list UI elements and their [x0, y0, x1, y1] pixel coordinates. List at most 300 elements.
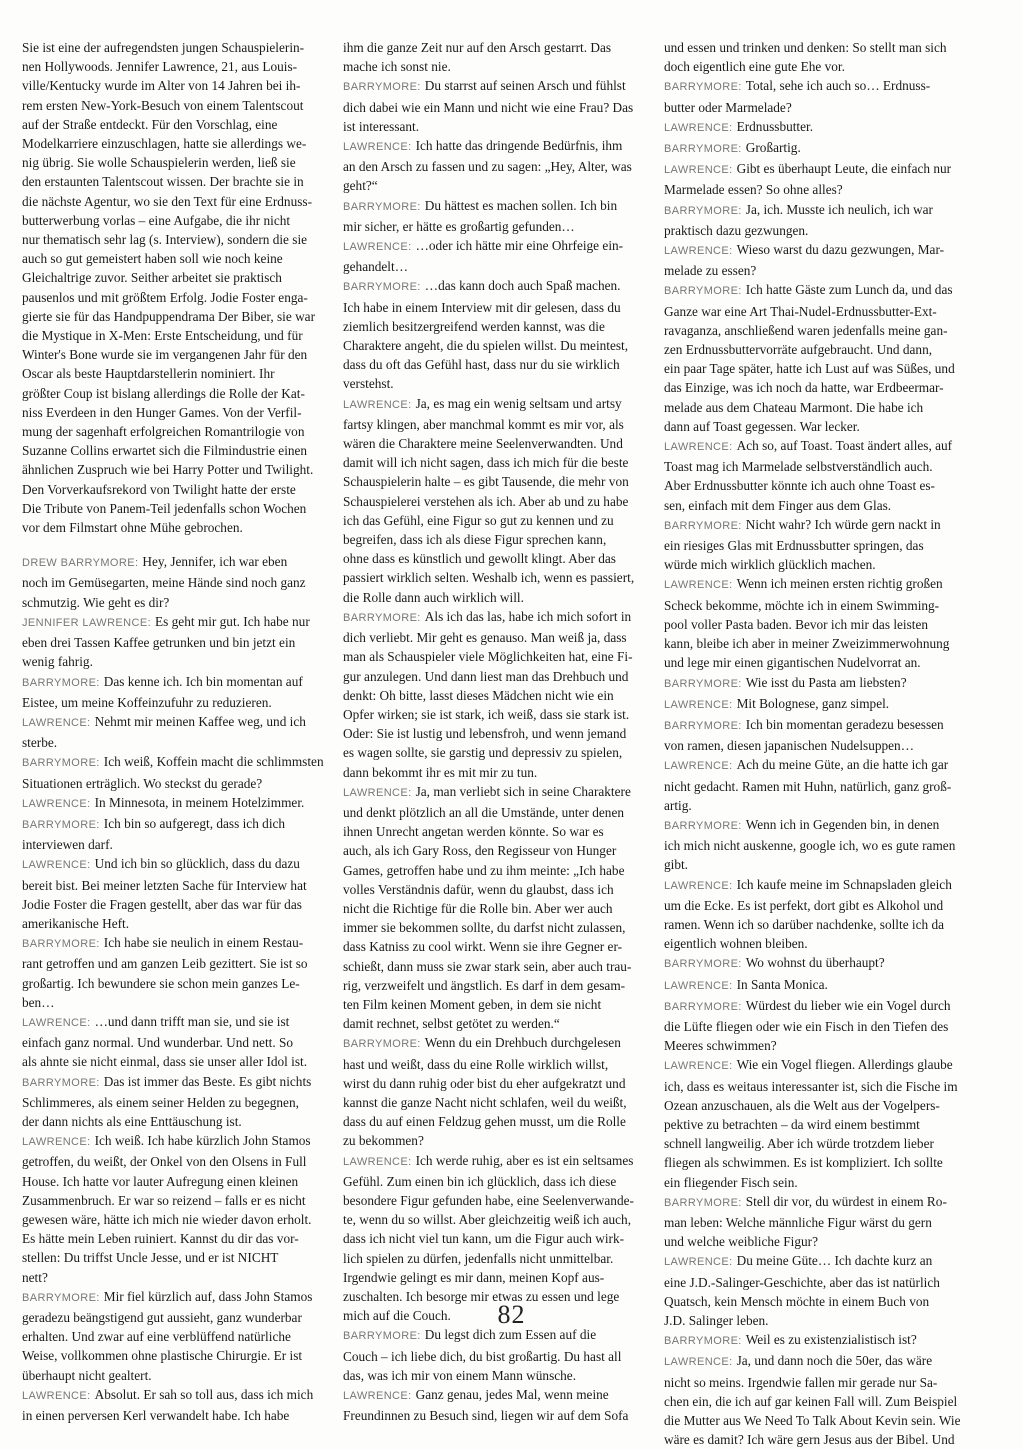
text-line: [664, 417, 964, 436]
text-line: [343, 98, 643, 117]
line-text: großartig. Ich bewundere sie schon mein ganzes Le-: [22, 975, 300, 991]
line-text: Schauspielerei verstehen als ich. Aber ab und zu habe: [343, 493, 629, 509]
line-text: te, wenn du so willst. Aber gleichzeitig weiß ich auch,: [343, 1212, 632, 1228]
line-text: eigentlich wohnen bleiben.: [664, 936, 808, 952]
text-line: [343, 549, 643, 568]
text-line: [343, 38, 643, 57]
text-line: [343, 1033, 643, 1054]
speaker-label: LAWRENCE:: [22, 859, 91, 872]
line-text: wirst du dann ruhig oder bist du eher aufgekratzt und: [343, 1075, 626, 1091]
text-line: [664, 1153, 964, 1172]
speaker-label: LAWRENCE:: [664, 879, 733, 892]
line-text: Absolut. Er sah so toll aus, dass ich mich: [94, 1386, 314, 1402]
line-text: Schlimmeres, als einem seiner Helden zu begegnen,: [22, 1094, 299, 1110]
text-line: [343, 276, 643, 297]
line-text: Und ich bin so glücklich, dass du dazu: [94, 856, 300, 872]
intro-line: nig übrig. Sie wolle Schauspielerin werden, ließ sie: [22, 155, 296, 171]
line-text: ihnen Unrecht angetan werden könnte. So war es: [343, 824, 604, 840]
line-text: denkt: Oh bitte, lasst dieses Mädchen nicht wie ein: [343, 687, 614, 703]
line-text: Schauspielerin halte – es gibt Tausende, die mehr von: [343, 474, 629, 490]
speaker-label: LAWRENCE:: [664, 245, 733, 258]
text-line: [343, 1131, 643, 1150]
text-line: [343, 803, 643, 822]
speaker-label: BARRYMORE:: [664, 1196, 742, 1209]
line-text: dann auf Toast gegessen. War lecker.: [664, 418, 860, 434]
line-text: Gibt es überhaupt Leute, die einfach nur: [736, 161, 952, 177]
text-line: [343, 196, 643, 217]
line-text: zuschalten. Ich besorge mir etwas zu essen und lege: [343, 1289, 620, 1304]
intro-line: ville/Kentucky wurde im Alter von 14 Jahren bei ih-: [22, 78, 301, 94]
text-line: [343, 1074, 643, 1093]
line-text: wäre es damit? Ich wäre gern Jesus aus der Bibel. Und: [664, 1432, 955, 1448]
text-line: [664, 715, 964, 736]
line-text: einfach ganz normal. Und wunderbar. Und nett. So: [22, 1035, 294, 1051]
line-text: rant getroffen und am ganzen Leib gezittert. Sie ist so: [22, 956, 308, 972]
text-line: [343, 686, 643, 705]
speaker-label: LAWRENCE:: [22, 1016, 91, 1029]
line-text: Ich bin momentan geradezu besessen: [745, 716, 944, 732]
text-line: [664, 457, 964, 476]
text-line: [664, 536, 964, 555]
page-number: 82: [497, 1300, 526, 1329]
interview-text-col-2: [343, 38, 643, 1425]
text-line: [22, 876, 328, 895]
line-text: dass Katniss zu cool wirkt. Wenn sie ihre Gegner er-: [343, 939, 623, 955]
line-text: Du legst dich zum Essen auf die: [424, 1327, 597, 1343]
speaker-label: LAWRENCE:: [343, 1155, 412, 1168]
line-text: Ich bin so aufgeregt, dass ich dich: [103, 815, 286, 831]
intro-line: butterwerbung vorlas – eine Aufgabe, die ihr nicht: [22, 212, 291, 228]
line-text: und welche weibliche Figur?: [664, 1234, 818, 1250]
line-text: wären die Charaktere meine Seelenverwandten. Und: [343, 436, 623, 452]
text-line: [343, 1151, 643, 1172]
line-text: überhaupt nicht gealtert.: [22, 1367, 152, 1383]
line-text: Ach so, auf Toast. Toast ändert alles, auf: [736, 438, 953, 454]
line-text: Wie isst du Pasta am liebsten?: [745, 674, 907, 690]
line-text: Ich hatte Gäste zum Lunch da, und das: [745, 282, 953, 298]
text-line: [22, 854, 328, 875]
text-line: [343, 841, 643, 860]
line-text: Würdest du lieber wie ein Vogel durch: [745, 997, 951, 1013]
line-text: ohne dass es künstlich und gewollt klingt. Aber das: [343, 551, 616, 567]
text-line: [343, 157, 643, 176]
text-line: [343, 1366, 643, 1385]
line-text: ramen. Wenn ich so darüber nachdenke, sollte ich da: [664, 916, 945, 932]
speaker-label: BARRYMORE:: [343, 1330, 421, 1343]
line-text: Ich hatte das dringende Bedürfnis, ihm: [415, 138, 623, 154]
text-line: [343, 394, 643, 415]
line-text: stellen: Du triffst Uncle Jesse, und er ist NICHT: [22, 1250, 279, 1266]
text-line: [22, 1268, 328, 1287]
text-line: [664, 574, 964, 595]
text-line: [343, 298, 643, 317]
text-line: [22, 712, 328, 733]
line-text: Ja, es mag ein wenig seltsam und artsy: [415, 395, 622, 411]
line-text: pektive zu betrachten – da wird einem bestimmt: [664, 1116, 920, 1132]
text-line: [664, 1430, 964, 1449]
text-line: [664, 953, 964, 974]
line-text: Es geht mir gut. Ich habe nur: [155, 613, 310, 629]
speaker-label: BARRYMORE:: [664, 1335, 742, 1348]
text-line: [664, 975, 964, 996]
line-text: Ozean anzuschauen, als die Welt aus der Vogelpers-: [664, 1097, 940, 1113]
text-line: [22, 652, 328, 671]
line-text: dass du oft das Gefühl hast, dass nur du sie wirklich: [343, 357, 620, 373]
line-text: Großartig.: [745, 140, 801, 156]
text-line: [664, 653, 964, 672]
text-line: [22, 693, 328, 712]
line-text: Marmelade essen? So ohne alles?: [664, 182, 843, 198]
text-line: [343, 1191, 643, 1210]
line-text: die Mutter aus We Need To Talk About Kevin sein. Wie: [664, 1413, 961, 1429]
speaker-label: BARRYMORE:: [22, 818, 100, 831]
line-text: artig.: [664, 797, 692, 813]
speaker-label: BARRYMORE:: [343, 81, 421, 94]
speaker-label: BARRYMORE:: [22, 757, 100, 770]
intro-line: gierte sie für das Handpuppendrama Der Biber, sie war: [22, 308, 315, 324]
line-text: Stell dir vor, du würdest in einem Ro-: [745, 1193, 947, 1209]
line-text: ten Film keinen Moment geben, in dem sie nicht: [343, 996, 602, 1012]
text-line: [664, 302, 964, 321]
line-text: ich mich nicht auskenne, google ich, wo es gute ramen: [664, 838, 956, 854]
speaker-label: BARRYMORE:: [664, 204, 742, 217]
text-line: [664, 815, 964, 836]
line-text: Aber Erdnussbutter könnte ich auch ohne Toast es-: [664, 478, 935, 494]
line-text: Wenn du ein Drehbuch durchgelesen: [424, 1035, 621, 1051]
line-text: die Lüfte fliegen oder wie ein Fisch in den Tiefen des: [664, 1018, 949, 1034]
line-text: Charaktere angeht, die du spielen willst. Du meintest,: [343, 338, 629, 354]
line-text: Ich habe sie neulich in einem Restau-: [103, 935, 304, 951]
intro-line: die Mystique in X-Men: Erste Entscheidung, und für: [22, 328, 303, 344]
text-line: [343, 76, 643, 97]
text-line: [664, 280, 964, 301]
speaker-label: BARRYMORE:: [22, 938, 100, 951]
text-line: [664, 755, 964, 776]
line-text: Ich werde ruhig, aber es ist ein seltsames: [415, 1152, 634, 1168]
text-line: [343, 995, 643, 1014]
line-text: kannst die ganze Nacht nicht schlafen, weil du weißt,: [343, 1094, 627, 1110]
line-text: hast und weißt, dass du eine Rolle wirklich willst,: [343, 1056, 609, 1072]
text-line: [664, 1173, 964, 1192]
text-line: [22, 1052, 328, 1071]
text-line: [664, 117, 964, 138]
speaker-label: BARRYMORE:: [664, 1000, 742, 1013]
text-line: [343, 1014, 643, 1033]
speaker-label: BARRYMORE:: [22, 1291, 100, 1304]
text-line: [343, 57, 643, 76]
line-text: gewesen wäre, hätte ich mich nie wieder davon erholt.: [22, 1211, 312, 1227]
text-line: [664, 98, 964, 117]
line-text: Oder: Sie ist lustig und lebensfroh, und wenn jemand: [343, 726, 627, 742]
line-text: getroffen, du weißt, der Onkel von den Olsens in Full: [22, 1154, 307, 1170]
speaker-label: LAWRENCE:: [664, 1256, 733, 1269]
speaker-label: BARRYMORE:: [664, 677, 742, 690]
line-text: Nicht wahr? Ich würde gern nackt in: [745, 516, 941, 532]
text-line: [664, 1330, 964, 1351]
text-line: [664, 340, 964, 359]
line-text: ich, dass es weitaus interessanter ist, sich die Fische im: [664, 1078, 958, 1094]
text-line: [343, 822, 643, 841]
text-line: [664, 836, 964, 855]
line-text: begreifen, dass ich als diese Figur sprechen kann,: [343, 532, 607, 548]
text-line: [343, 117, 643, 136]
text-line: [664, 261, 964, 280]
text-line: [343, 743, 643, 762]
line-text: ziemlich besitzergreifend werden kannst, was die: [343, 318, 605, 334]
speaker-label: LAWRENCE:: [343, 141, 412, 154]
text-line: [664, 138, 964, 159]
speaker-label: LAWRENCE:: [664, 979, 733, 992]
text-line: [22, 914, 328, 933]
text-line: [664, 1192, 964, 1213]
text-line: [22, 752, 328, 773]
text-line: [22, 1072, 328, 1093]
text-line: [22, 1248, 328, 1267]
text-line: [343, 317, 643, 336]
line-text: mir sicher, er hätte es großartig gefunden…: [343, 218, 575, 234]
column-1: [22, 38, 328, 1425]
text-line: [664, 1232, 964, 1251]
text-line: [343, 472, 643, 491]
text-line: [22, 1406, 328, 1425]
line-text: mache ich sonst nie.: [343, 59, 451, 75]
line-text: dass ich nicht viel tun kann, um die Figur auch wirk-: [343, 1231, 625, 1247]
text-line: [343, 136, 643, 157]
text-line: [343, 1347, 643, 1366]
speaker-label: LAWRENCE:: [664, 1356, 733, 1369]
text-line: [22, 1229, 328, 1248]
text-line: [664, 934, 964, 953]
line-text: ein fliegender Fisch sein.: [664, 1174, 798, 1190]
text-line: [343, 1385, 643, 1406]
intro-line: rem ersten New-York-Besuch von einem Talentscout: [22, 97, 304, 113]
line-text: Toast mag ich Marmelade selbstverständlich auch.: [664, 459, 933, 475]
text-line: [664, 915, 964, 934]
text-line: [664, 555, 964, 574]
text-line: [22, 1366, 328, 1385]
speaker-label: LAWRENCE:: [343, 786, 412, 799]
text-line: [22, 993, 328, 1012]
line-text: bereit bist. Bei meiner letzten Sache für Interview hat: [22, 877, 307, 893]
line-text: Irgendwie gelingt es mir dann, meinen Kopf aus-: [343, 1269, 605, 1285]
text-line: [343, 415, 643, 434]
line-text: Ja, man verliebt sich in seine Charaktere: [415, 783, 631, 799]
text-line: [664, 1213, 964, 1232]
line-text: Das ist immer das Beste. Es gibt nichts: [103, 1073, 312, 1089]
line-text: Ganz genau, jedes Mal, wenn meine: [415, 1387, 609, 1403]
speaker-label: LAWRENCE:: [22, 1136, 91, 1149]
column-2: [343, 38, 643, 1425]
line-text: fliegen als schwimmen. Es ist kompliziert. Ich sollte: [664, 1155, 943, 1171]
intro-line: pausenlos und mit größtem Erfolg. Jodie Foster enga-: [22, 289, 308, 305]
text-line: [22, 1172, 328, 1191]
line-text: Ich weiß, Koffein macht die schlimmsten: [103, 754, 324, 770]
line-text: Eistee, um meine Koffeinzufuhr zu reduzieren.: [22, 694, 272, 710]
line-text: Games, getroffen habe und zu ihm meinte: „Ich habe: [343, 862, 625, 878]
text-line: [664, 378, 964, 397]
text-line: [664, 359, 964, 378]
text-line: [343, 899, 643, 918]
text-line: [664, 615, 964, 634]
line-text: Meeres schwimmen?: [664, 1038, 777, 1054]
speaker-label: BARRYMORE:: [343, 200, 421, 213]
line-text: Wenn ich meinen ersten richtig großen: [736, 576, 943, 592]
line-text: In Minnesota, in meinem Hotelzimmer.: [94, 794, 305, 810]
intro-line: nen Hollywoods. Jennifer Lawrence, 21, aus Louis-: [22, 59, 298, 75]
text-line: [343, 607, 643, 628]
text-line: [343, 374, 643, 393]
text-line: [343, 957, 643, 976]
text-line: [22, 1112, 328, 1131]
line-text: pool voller Pasta baden. Bevor ich mir das leisten: [664, 616, 929, 632]
line-text: J.D. Salinger leben.: [664, 1313, 769, 1328]
text-line: [343, 568, 643, 587]
text-line: [22, 1093, 328, 1112]
line-text: schießt, dann muss sie zwar stark sein, aber auch trau-: [343, 958, 632, 974]
line-text: damit rechnet, selbst getötet zu werden.“: [343, 1016, 560, 1032]
line-text: nett?: [22, 1269, 48, 1285]
line-text: geht?“: [343, 178, 378, 194]
line-text: Nehmt mir meinen Kaffee weg, und ich: [94, 713, 306, 729]
line-text: rig, verzweifelt und ängstlich. Es darf in dem gesam-: [343, 977, 626, 993]
line-text: amerikanische Heft.: [22, 915, 130, 931]
text-line: [343, 1229, 643, 1248]
line-text: Total, sehe ich auch so… Erdnuss-: [745, 78, 931, 94]
speaker-label: BARRYMORE:: [664, 819, 742, 832]
text-line: [664, 1036, 964, 1055]
line-text: erhalten. Und zwar auf eine verblüffend natürliche: [22, 1329, 291, 1345]
speaker-label: LAWRENCE:: [343, 241, 412, 254]
line-text: Freundinnen zu Besuch sind, liegen wir auf dem Sofa: [343, 1408, 629, 1424]
text-line: [343, 667, 643, 686]
line-text: butter oder Marmelade?: [664, 99, 792, 115]
intro-line: größter Coup ist bislang allerdings die Rolle der Kat-: [22, 385, 305, 401]
line-text: auch, als ich Gary Ross, den Regisseur von Hunger: [343, 843, 617, 859]
text-line: [664, 321, 964, 340]
intro-line: Suzanne Collins erwartet sich die Filmindustrie einen: [22, 443, 308, 459]
text-line: [22, 814, 328, 835]
text-line: [664, 398, 964, 417]
text-line: [22, 835, 328, 854]
text-line: [22, 1012, 328, 1033]
text-line: [664, 1273, 964, 1292]
speaker-label: BARRYMORE:: [22, 1076, 100, 1089]
text-line: [343, 1249, 643, 1268]
line-text: wenig fahrig.: [22, 654, 93, 670]
intro-paragraph: [22, 38, 328, 537]
line-text: Situationen erträglich. Wo steckst du gerade?: [22, 775, 263, 791]
text-line: [343, 355, 643, 374]
text-line: [22, 1346, 328, 1365]
line-text: Erdnussbutter.: [736, 118, 814, 134]
line-text: eben drei Tassen Kaffee getrunken und bin jetzt ein: [22, 635, 296, 651]
line-text: Ich kaufe meine im Schnapsladen gleich: [736, 876, 952, 892]
line-text: von ramen, diesen japanischen Nudelsuppen…: [664, 738, 914, 754]
text-line: [664, 875, 964, 896]
line-text: ihm die ganze Zeit nur auf den Arsch gestarrt. Das: [343, 40, 612, 55]
text-line: [22, 573, 328, 592]
speaker-label: LAWRENCE:: [22, 716, 91, 729]
text-line: [664, 855, 964, 874]
speaker-label: BARRYMORE:: [664, 719, 742, 732]
line-text: fartsy klingen, aber manchmal kommt es mir vor, als: [343, 416, 624, 432]
text-line: [664, 896, 964, 915]
text-line: [664, 159, 964, 180]
line-text: Das kenne ich. Ich bin momentan auf: [103, 673, 303, 689]
speaker-label: BARRYMORE:: [664, 81, 742, 94]
text-line: [343, 453, 643, 472]
intro-line: Die Tribute von Panem-Teil jedenfalls schon Wochen: [22, 500, 307, 516]
interview-text-col-3: [664, 38, 964, 1449]
text-line: [22, 895, 328, 914]
line-text: sen, einfach mit dem Finger aus dem Glas.: [664, 497, 892, 513]
line-text: ich das Gefühl, eine Figur so gut zu kennen und zu: [343, 512, 614, 528]
text-line: [664, 76, 964, 97]
text-line: [664, 1017, 964, 1036]
text-line: [343, 918, 643, 937]
line-text: besondere Figur gefunden habe, eine Seelenverwande-: [343, 1192, 634, 1208]
line-text: Ach du meine Güte, an die hatte ich gar: [736, 757, 949, 773]
speaker-label: BARRYMORE:: [664, 285, 742, 298]
line-text: eine J.D.-Salinger-Geschichte, aber das ist natürlich: [664, 1274, 940, 1290]
line-text: passiert wirklich selten. Weshalb ich, wenn es passiert,: [343, 570, 635, 586]
line-text: melade zu essen?: [664, 263, 757, 279]
line-text: dass du auf einen Feldzug gehen musst, um die Rolle: [343, 1114, 626, 1130]
text-line: [22, 954, 328, 973]
text-line: [22, 672, 328, 693]
intro-line: vor dem Filmstart ohne Mühe gebrochen.: [22, 520, 243, 536]
line-text: nicht so meins. Irgendwie fallen mir gerade nur Sa-: [664, 1374, 938, 1390]
text-line: [343, 336, 643, 355]
line-text: gibt.: [664, 857, 689, 873]
line-text: in einen perversen Kerl verwandelt habe. Ich habe: [22, 1408, 290, 1424]
line-text: verstehst.: [343, 376, 394, 392]
speaker-label: BARRYMORE:: [664, 143, 742, 156]
line-text: es wagen sollte, sie garstig und depressiv zu spielen,: [343, 745, 623, 761]
interview-text-col-1: [22, 552, 328, 1425]
line-text: ein paar Tage später, hatte ich Lust auf was Süßes, und: [664, 361, 955, 377]
line-text: Wenn ich in Gegenden bin, in denen: [745, 816, 940, 832]
speaker-label: LAWRENCE:: [664, 760, 733, 773]
text-line: [343, 1268, 643, 1287]
speaker-label: LAWRENCE:: [664, 121, 733, 134]
line-text: Du meine Güte… Ich dachte kurz an: [736, 1253, 933, 1269]
text-line: [664, 221, 964, 240]
line-text: nicht gedacht. Ramen mit Huhn, natürlich, ganz groß-: [664, 778, 952, 794]
text-line: [343, 1172, 643, 1191]
text-line: [22, 1385, 328, 1406]
intro-line: auf der Straße entdeckt. Für den Vorschlag, eine: [22, 116, 278, 132]
text-line: [343, 530, 643, 549]
text-line: [664, 694, 964, 715]
line-text: nicht die Richtige für die Rolle bin. Aber wer auch: [343, 900, 613, 916]
speaker-label: BARRYMORE:: [22, 676, 100, 689]
line-text: Du hättest es machen sollen. Ich bin: [424, 197, 618, 213]
line-text: zu bekommen?: [343, 1133, 424, 1149]
line-text: zen Erdnussbuttervorräte aufgebraucht. Und dann,: [664, 342, 933, 358]
text-line: [343, 861, 643, 880]
line-text: dich verliebt. Mir geht es genauso. Man weiß ja, dass: [343, 630, 627, 646]
speaker-label: LAWRENCE:: [343, 1390, 412, 1403]
text-line: [343, 511, 643, 530]
text-line: [343, 1406, 643, 1425]
intro-line: Winter's Bone wurde sie im vergangenen Jahr für den: [22, 347, 308, 363]
text-line: [343, 880, 643, 899]
text-line: [664, 515, 964, 536]
line-text: noch im Gemüsegarten, meine Hände sind noch ganz: [22, 575, 306, 591]
text-line: [664, 634, 964, 653]
text-line: [664, 596, 964, 615]
